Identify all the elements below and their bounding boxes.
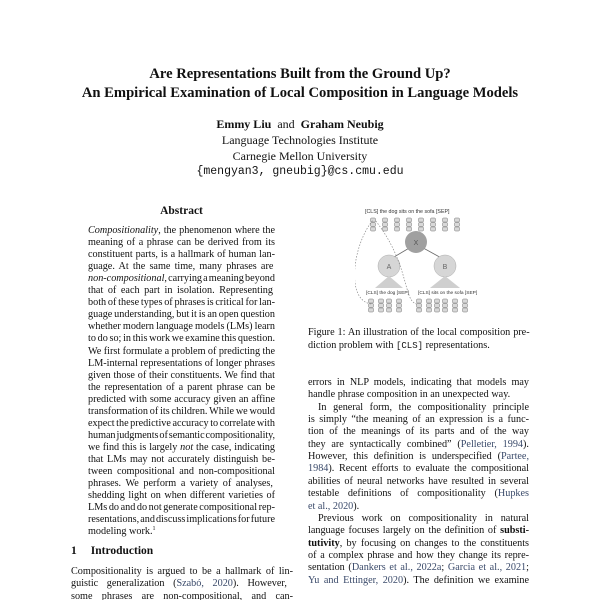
token-vector-cell	[387, 299, 392, 303]
token-vector-cell	[463, 299, 468, 303]
citation-link[interactable]: Partee,	[500, 451, 529, 463]
token-vector-cell	[427, 308, 432, 312]
token-vector-cell	[371, 227, 376, 231]
text-line	[88, 333, 275, 345]
token-vector-cell	[395, 223, 400, 227]
bold-term: substi-	[500, 525, 529, 537]
token-vector-cell	[427, 304, 432, 308]
text: the case, indicating	[193, 441, 275, 453]
token-vector-cell	[419, 227, 424, 231]
node-a-label: A	[386, 264, 392, 271]
text: Compositionality is argued to be a hallmark of lin-	[71, 566, 293, 577]
text-line	[88, 418, 275, 430]
text: resentations, and discuss implications for future	[88, 514, 275, 526]
text-line	[88, 454, 275, 466]
text: to do so; in this work we examine this question.	[88, 333, 275, 345]
citation-link[interactable]: et al., 2020	[308, 500, 354, 512]
token-vector-cell	[383, 218, 388, 222]
text-line	[308, 525, 529, 537]
affiliation: Carnegie Mellon University	[232, 149, 368, 163]
text-line	[88, 478, 273, 490]
text: that of each part in isolation. Representing	[88, 285, 273, 297]
token-vector-cell	[369, 308, 374, 312]
token-vector-cell	[455, 227, 460, 231]
text: given those of their constituents. We find that	[88, 369, 275, 381]
text: we find this is largely	[88, 441, 181, 453]
text-line	[88, 309, 275, 321]
author-name: Graham Neubig	[300, 117, 384, 131]
text: of a complex phrase and how they change its repre-	[308, 549, 529, 561]
text-line	[308, 575, 529, 587]
token-vector-cell	[417, 299, 422, 303]
token-vector-cell	[443, 227, 448, 231]
token-vector-cell	[395, 218, 400, 222]
text-line	[88, 249, 275, 261]
text-line	[88, 490, 275, 502]
token-vector-cell	[431, 227, 436, 231]
token-vector-cell	[435, 308, 440, 312]
text: constituent parts, is a hallmark of human lan-	[88, 249, 275, 261]
text: , by focusing on changes to the constituents	[339, 537, 529, 549]
text-line	[318, 402, 529, 414]
token-vector-cell	[379, 304, 384, 308]
token-vector-cell	[387, 308, 392, 312]
token-vector-cell	[455, 223, 460, 227]
text-line	[308, 377, 529, 389]
text-line	[88, 370, 275, 382]
token-vector-cell	[369, 304, 374, 308]
token-vector-cell	[443, 223, 448, 227]
token-vector-cell	[443, 308, 448, 312]
text: Previous work on compositionality in natural	[318, 512, 529, 524]
citation-link[interactable]: Pelletier, 1994	[460, 438, 524, 450]
token-vector-cell	[417, 308, 422, 312]
text: , the phenomenon where the	[158, 225, 275, 236]
text: whether modern language models (LMs) learn	[88, 321, 275, 333]
figure-1-diagram	[355, 204, 505, 316]
text-line	[308, 451, 529, 463]
token-vector-cell	[397, 308, 402, 312]
text-line	[88, 297, 275, 309]
text: shedding light on when different varieties of	[88, 490, 275, 502]
token-vector-cell	[431, 223, 436, 227]
section-number: 1	[71, 545, 77, 557]
text: transformation of its children. While we would	[88, 405, 275, 417]
token-vector-cell	[397, 304, 402, 308]
text: human judgments of semantic compositionality,	[88, 429, 275, 441]
text-line	[308, 488, 529, 500]
text: is simply “the meaning of an expression is a func-	[308, 414, 529, 426]
token-vector-cell	[463, 304, 468, 308]
emphasis: non-compositional	[88, 273, 165, 285]
text: , carrying a meaning beyond	[164, 273, 275, 285]
caption-cls-token: [CLS]	[396, 341, 424, 351]
caption-text: diction problem with	[308, 340, 396, 351]
text: expect the predictive accuracy to correlate with	[88, 417, 275, 429]
figure-right-label: [CLS] sits on the sofa [SEP]	[418, 291, 478, 296]
text-line	[88, 466, 275, 478]
text: they are syntactically combined” (	[308, 438, 461, 450]
text: ). The definition we examine	[403, 574, 529, 586]
text-line	[88, 225, 275, 237]
token-vector-cell	[371, 218, 376, 222]
text: that LMs may not accurately distinguish be-	[88, 453, 275, 465]
text-line	[88, 261, 273, 273]
token-vector-cell	[443, 218, 448, 222]
text-line	[88, 382, 275, 394]
text-line	[88, 321, 275, 333]
token-vector-cell	[387, 304, 392, 308]
citation-link[interactable]: Yu and Ettinger, 2020	[308, 574, 404, 586]
citation-link[interactable]: Garcia et al., 2021	[447, 562, 527, 574]
author-name: Emmy Liu	[216, 117, 272, 131]
text-line	[88, 502, 275, 514]
abstract-heading: Abstract	[160, 205, 203, 217]
token-vector-cell	[395, 227, 400, 231]
emphasis: Compositionality	[88, 225, 159, 236]
text: phrases. We perform a variety of analyses,	[88, 478, 273, 490]
top-token-vectors	[371, 218, 460, 231]
section-title: Introduction	[90, 545, 154, 557]
text-line	[88, 285, 273, 297]
text: ;	[441, 562, 448, 574]
token-vector-cell	[407, 223, 412, 227]
affiliation: Language Technologies Institute	[221, 133, 379, 147]
token-vector-cell	[379, 308, 384, 312]
text: tween compositional and non-compositional	[88, 466, 275, 477]
citation-link[interactable]: Dankers et al., 2022a	[351, 562, 442, 574]
token-vector-cell	[431, 218, 436, 222]
node-b-label: B	[442, 264, 448, 271]
bottom-token-vectors	[369, 299, 468, 312]
author-email: {mengyan3, gneubig}@cs.cmu.edu	[196, 165, 404, 178]
text-line	[88, 406, 275, 418]
text-line	[88, 358, 275, 370]
token-vector-cell	[453, 304, 458, 308]
subtree-a	[375, 276, 403, 288]
token-vector-cell	[443, 304, 448, 308]
text: ).	[523, 438, 529, 450]
paper-title-line-2: An Empirical Examination of Local Composition in Language Models	[81, 85, 519, 101]
text: abilities of neural networks have resulted in several	[308, 475, 529, 487]
text: the representation of a parent phrase can be	[88, 381, 275, 393]
token-vector-cell	[407, 227, 412, 231]
text: handle phrase composition in an unexpected way.	[308, 389, 511, 401]
emphasis: not	[180, 441, 194, 453]
text-line	[318, 513, 529, 525]
text: We first formulate a problem of predicting the	[88, 345, 275, 357]
text-line	[88, 430, 275, 442]
paper-title-line-1: Are Representations Built from the Ground Up?	[149, 66, 451, 82]
text-line	[308, 426, 529, 438]
text-line	[308, 550, 529, 562]
citation-link[interactable]: Szabó, 2020	[176, 578, 233, 590]
token-vector-cell	[463, 308, 468, 312]
token-vector-cell	[369, 299, 374, 303]
text: ).	[353, 500, 360, 512]
text-line	[308, 463, 529, 475]
text-line	[308, 562, 529, 574]
text: ). However,	[232, 578, 287, 590]
text-line	[308, 439, 529, 451]
text: LM-internal representations of longer phrases	[88, 357, 275, 369]
caption-text: representations.	[423, 340, 490, 351]
text-line	[88, 394, 275, 406]
caption-line: Figure 1: An illustration of the local composition pre-	[308, 327, 530, 338]
text: tion of the meanings of its parts and of the way	[308, 426, 529, 438]
text-line	[308, 414, 529, 426]
text: guistic generalization (	[71, 578, 177, 590]
text-line	[308, 538, 529, 550]
token-vector-cell	[443, 299, 448, 303]
text: ;	[526, 562, 529, 574]
authors	[0, 117, 600, 132]
text: some phrases are non-compositional, and can-	[71, 590, 293, 600]
footnote-marker[interactable]: 1	[152, 526, 156, 533]
text: sentation (	[308, 562, 352, 574]
figure-left-label: [CLS] the dog [SEP]	[366, 291, 409, 296]
text: both of these types of phrases is critical for lan-	[88, 297, 275, 309]
text: errors in NLP models, indicating that models may	[308, 377, 529, 388]
token-vector-cell	[419, 218, 424, 222]
text-line	[308, 389, 510, 401]
text-line	[308, 501, 359, 513]
token-vector-cell	[397, 299, 402, 303]
text-line	[88, 346, 275, 358]
token-vector-cell	[435, 299, 440, 303]
section-heading-introduction	[71, 545, 153, 557]
token-vector-cell	[435, 304, 440, 308]
text: LMs do and do not generate compositional rep-	[88, 502, 275, 514]
authors-and: and	[277, 117, 295, 131]
text: guage. At the same time, many phrases are	[88, 261, 274, 273]
text: However, this definition is underspecified (	[308, 451, 501, 463]
token-vector-cell	[379, 299, 384, 303]
citation-link[interactable]: 1984	[308, 463, 329, 475]
text-line	[71, 566, 293, 578]
text: modeling work.	[88, 526, 153, 538]
token-vector-cell	[383, 227, 388, 231]
text: ). Recent efforts to evaluate the compositional	[328, 463, 529, 475]
text-line	[88, 526, 156, 538]
token-vector-cell	[383, 223, 388, 227]
token-vector-cell	[453, 299, 458, 303]
text-line	[88, 273, 275, 285]
token-vector-cell	[417, 304, 422, 308]
bold-term: tutivity	[308, 537, 340, 549]
token-vector-cell	[453, 308, 458, 312]
text: testable definitions of compositionality (	[308, 488, 498, 500]
citation-link[interactable]: Hupkes	[497, 488, 529, 500]
text-line	[71, 578, 287, 590]
token-vector-cell	[427, 299, 432, 303]
token-vector-cell	[419, 223, 424, 227]
text-line	[308, 476, 529, 488]
figure-top-label: [CLS] the dog sits on the sofa [SEP]	[365, 209, 450, 215]
text: language focuses largely on the definition of	[308, 525, 501, 537]
text: predicted with some accuracy given an affine	[88, 393, 275, 405]
token-vector-cell	[455, 218, 460, 222]
token-vector-cell	[371, 223, 376, 227]
text: In general form, the compositionality principle	[318, 401, 529, 413]
node-x-label: X	[413, 240, 419, 247]
caption-line	[308, 340, 490, 352]
text: guage understanding, but it is an open question	[88, 309, 275, 321]
text-line	[71, 591, 293, 600]
text-line	[88, 514, 275, 526]
text: meaning of a phrase can be derived from its	[88, 237, 275, 249]
text-line	[88, 237, 275, 249]
subtree-b	[430, 276, 460, 288]
token-vector-cell	[407, 218, 412, 222]
text-line	[88, 442, 275, 454]
